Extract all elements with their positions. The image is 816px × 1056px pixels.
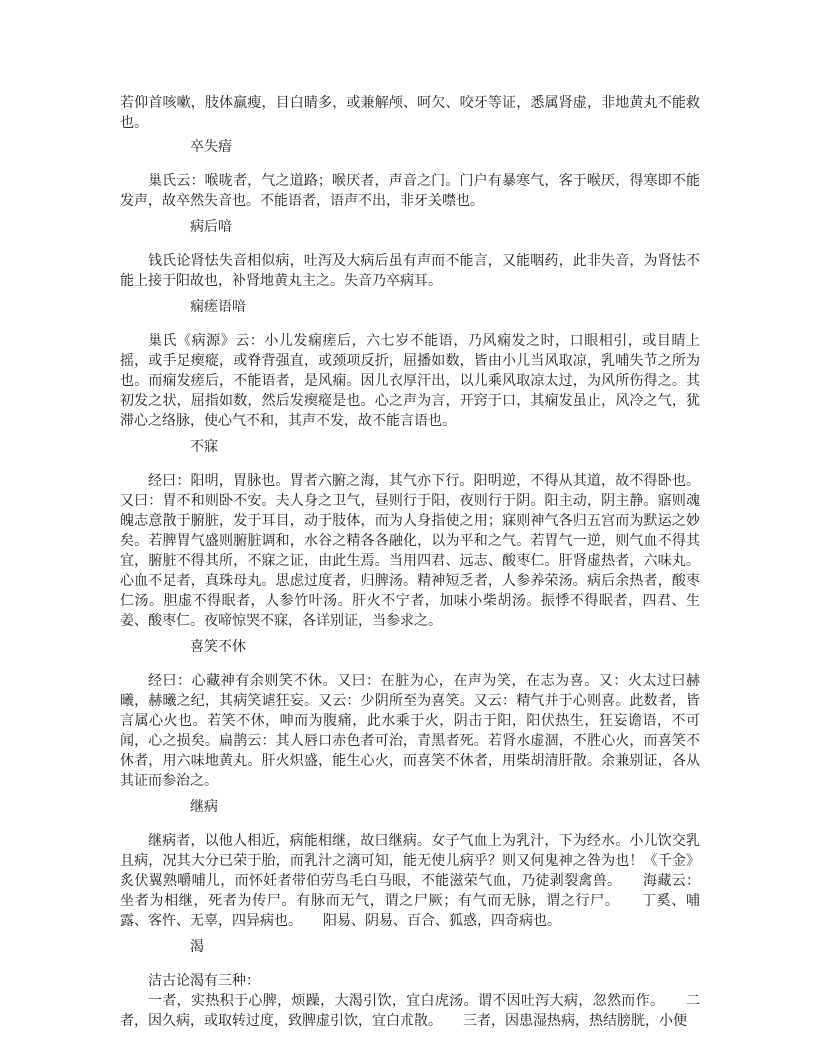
body-paragraph: 洁古论渴有三种： <box>148 973 260 989</box>
body-paragraph: 巢氏《病源》云：小儿发痫瘥后，六七岁不能语，乃风痫发之时，口眼相引，或目睛上摇，或手足瘈瘲，或脊背强直，或颈项反折，屈播如数，皆由小儿当风取凉，乳哺失节之所为也。而痫发瘥后，不能语者，是风痫。因儿衣厚汗出，以儿乘风取凉太过，为风所伤得之。其初发之状，屈指如数，然后发瘈瘲是也。心之声为言，开窍于口，其痫发虽止，风冷之气，犹滞心之络脉，使心气不和，其声不发，故不能言语也。 <box>120 333 700 429</box>
section-heading: 卒失瘖 <box>190 139 232 155</box>
section-heading: 不寐 <box>190 439 218 455</box>
section-heading: 病后喑 <box>190 219 232 235</box>
body-paragraph: 一者，实热积于心脾，烦躁，大渴引饮，宜白虎汤。谓不因吐泻大病，忽然而作。 二者，因久病，或取转过度，致脾虚引饮，宜白朮散。 三者，因患湿热病，热结膀胱，小便 <box>120 993 700 1029</box>
body-paragraph: 继病者，以他人相近，病能相继，故曰继病。女子气血上为乳汁，下为经水。小儿饮交乳且病，况其大分已荣于胎，而乳汁之漓可知，能无使儿病乎？则又何鬼神之咎为也！《千金》炙伏翼熟嚼哺儿，而怀妊者带伯劳鸟毛白马眼，不能滋荣气血，乃徒剥裂禽兽。 海藏云：坐者为相继，死者为传尸。有脉而无气，谓之尸厥；有气而无脉，谓之行尸。 丁奚、哺露、客忤、无辜，四异病也。 阳易、阴易、百合、狐惑，四奇病也。 <box>120 833 700 929</box>
opening-paragraph: 若仰首咳嗽，肢体羸瘦，目白睛多，或兼解颅、呵欠、咬牙等证，悉属肾虚，非地黄丸不能救也。 <box>120 95 700 131</box>
page-body <box>120 93 700 1037</box>
section-heading: 喜笑不休 <box>190 639 246 655</box>
body-paragraph: 巢氏云：喉咙者，气之道路；喉厌者，声音之门。门户有暴寒气，客于喉厌，得寒即不能发声，故卒然失音也。不能语者，语声不出，非牙关噤也。 <box>120 173 700 209</box>
section-heading: 痫瘥语喑 <box>190 299 246 315</box>
section-heading: 渴 <box>190 939 204 955</box>
body-paragraph: 钱氏论肾怯失音相似病，吐泻及大病后虽有声而不能言，又能咽药，此非失音，为肾怯不能上接于阳故也，补肾地黄丸主之。失音乃卒病耳。 <box>120 253 700 289</box>
body-paragraph: 经曰：阳明，胃脉也。胃者六腑之海，其气亦下行。阳明逆，不得从其道，故不得卧也。又曰：胃不和则卧不安。夫人身之卫气，昼则行于阳，夜则行于阴。阳主动，阴主静。寤则魂魄志意散于腑脏，发于耳目，动于肢体，而为人身指使之用；寐则神气各归五宫而为默运之妙矣。若脾胃气盛则腑脏调和，水谷之精各各融化，以为平和之气。若胃气一逆，则气血不得其宜，腑脏不得其所，不寐之证，由此生焉。当用四君、远志、酸枣仁。肝肾虚热者，六味丸。心血不足者，真珠母丸。思虑过度者，归脾汤。精神短乏者，人参养荣汤。病后余热者，酸枣仁汤。胆虚不得眠者，人参竹叶汤。肝火不宁者，加味小柴胡汤。振悸不得眠者，四君、生姜、酸枣仁。夜啼惊哭不寐，各详别证，当参求之。 <box>120 473 700 629</box>
section-heading: 继病 <box>190 799 218 815</box>
body-paragraph: 经曰：心藏神有余则笑不休。又曰：在脏为心，在声为笑，在志为喜。又：火太过曰赫曦，赫曦之纪，其病笑谑狂妄。又云：少阴所至为喜笑。又云：精气并于心则喜。此数者，皆言属心火也。若笑不休，呻而为腹痛，此水乘于火，阴击于阳，阳伏热生，狂妄谵语，不可闻，心之损矣。扁鹊云：其人唇口赤色者可治，青黑者死。若肾水虚涸，不胜心火，而喜笑不休者，用六味地黄丸。肝火炽盛，能生心火，而喜笑不休者，用柴胡清肝散。余兼别证，各从其证而参治之。 <box>120 673 700 789</box>
